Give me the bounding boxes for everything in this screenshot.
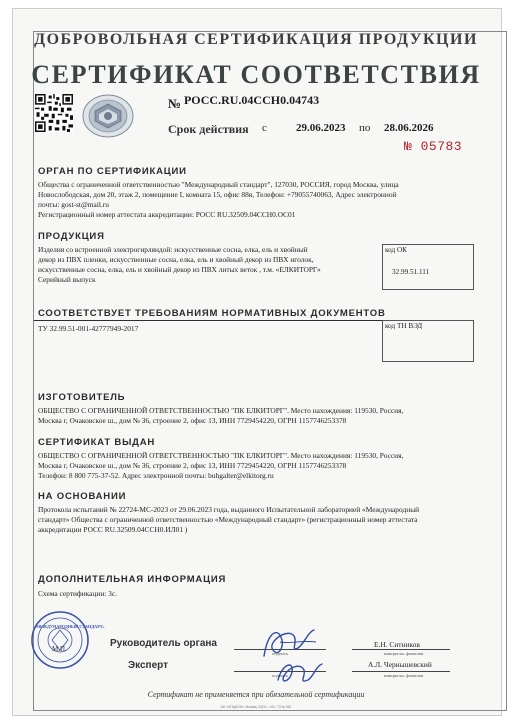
tnved-code-label: код ТН ВЭД	[385, 322, 423, 330]
expert-name: А.Л. Чернышевский	[368, 660, 432, 669]
head-name-line	[352, 649, 450, 650]
certification-body-accreditation: Регистрационный номер аттестата аккредитации: РОСС RU.32509.04ССН0.ОС01	[38, 210, 296, 219]
manufacturer-heading: ИЗГОТОВИТЕЛЬ	[38, 392, 126, 403]
validity-label: Срок действия	[168, 122, 249, 136]
head-signature-caption: подпись	[272, 651, 289, 656]
certification-body-line: Общества с ограниченной ответственностью "Международный стандарт", 127030, РОССИЯ, город Москва, улица	[38, 180, 399, 189]
head-name-caption: инициалы, фамилия	[384, 651, 424, 656]
product-line: искусственные сосна, елка, ель и хвойный декор из ПВХ литых веток , т.м. «ЕЛКИТОРГ»	[38, 265, 321, 274]
validity-from-date: 29.06.2023	[296, 122, 346, 134]
certification-body-heading: ОРГАН ПО СЕРТИФИКАЦИИ	[38, 166, 187, 177]
certification-body-line: почты: gost-st@mail.ru	[38, 200, 109, 209]
qr-code-icon	[35, 94, 73, 132]
validity-from-label: с	[262, 122, 267, 134]
validity-to-date: 28.06.2026	[384, 122, 434, 134]
certification-emblem-icon	[81, 93, 135, 139]
requirements-rule	[34, 320, 382, 321]
manufacturer-line: ОБЩЕСТВО С ОГРАНИЧЕННОЙ ОТВЕТСТВЕННОСТЬЮ "ПК ЕЛКИТОРГ". Место нахождения: 119530, Россия,	[38, 406, 404, 415]
requirements-document: ТУ 32.99.51-001-42777949-2017	[38, 324, 139, 333]
expert-signature	[270, 650, 326, 692]
additional-info-heading: ДОПОЛНИТЕЛЬНАЯ ИНФОРМАЦИЯ	[38, 574, 227, 585]
validity-to-label: по	[359, 122, 371, 134]
expert-role: Эксперт	[128, 660, 169, 671]
stamp-mp-label: М.П.	[52, 645, 67, 653]
serial-number: № 05783	[404, 139, 463, 154]
product-line: декор из ПВХ пленки, искусственные сосна, елка, ель и хвойный декор из ПВХ иголок,	[38, 255, 314, 264]
issued-to-line: ОБЩЕСТВО С ОГРАНИЧЕННОЙ ОТВЕТСТВЕННОСТЬЮ "ПК ЕЛКИТОРГ". Место нахождения: 119530, Россия,	[38, 451, 404, 460]
issued-to-heading: СЕРТИФИКАТ ВЫДАН	[38, 437, 156, 448]
certification-body-line: Новослободская, дом 20, этаж 2, помещение I, комната 15, офис 88я, Телефон: +79055740063, Адрес электронной	[38, 190, 397, 199]
top-title: ДОБРОВОЛЬНАЯ СЕРТИФИКАЦИЯ ПРОДУКЦИИ	[34, 31, 478, 48]
product-line: Серийный выпуск	[38, 275, 96, 284]
basis-line: аккредитации РОСС RU.32509.04ССН0.ИЛ01 )	[38, 525, 188, 534]
head-of-body-role: Руководитель органа	[110, 638, 217, 649]
requirements-heading: СООТВЕТСТВУЕТ ТРЕБОВАНИЯМ НОРМАТИВНЫХ ДОКУМЕНТОВ	[38, 308, 386, 319]
okp-code-value: 32.99.51.111	[392, 268, 430, 276]
registration-number: РОСС.RU.04ССН0.04743	[184, 93, 320, 107]
organization-stamp	[30, 610, 90, 670]
okp-code-label: код ОК	[385, 246, 407, 254]
product-heading: ПРОДУКЦИЯ	[38, 231, 105, 242]
basis-heading: НА ОСНОВАНИИ	[38, 491, 127, 502]
expert-name-line	[352, 671, 450, 672]
basis-line: Протокола испытаний № 22724-МС-2023 от 29.06.2023 года, выданного Испытательной лабораторией «Международный	[38, 505, 420, 514]
expert-signature-caption: подпись	[272, 673, 289, 678]
certificate-title: СЕРТИФИКАТ СООТВЕТСТВИЯ	[31, 60, 481, 89]
footer-note: Сертификат не применяется при обязательной сертификации	[147, 690, 365, 699]
product-line: Изделия со встроенной электрогирляндой: искусственные сосна, елка, ель и хвойный	[38, 245, 308, 254]
basis-line: стандарт» Общества с ограниченной ответственностью «Международный стандарт» (регистрационный номер аттестата	[38, 515, 418, 524]
manufacturer-line: Москва г, Очаковское ш., дом № 36, строение 2, офис 13, ИНН 7729454220, ОГРН 1157746253378	[38, 416, 347, 425]
stamp-label: «МЕЖДУНАРОДНЫЙ СТАНДАРТ»	[34, 624, 105, 629]
print-code: АО «ОПЦИОН», Москва, 2023 г., «Б», Т3 № 952	[220, 705, 292, 709]
head-name: Е.Н. Ситников	[374, 640, 420, 649]
issued-to-line: Москва г, Очаковское ш., дом № 36, строение 2, офис 13, ИНН 7729454220, ОГРН 1157746253378	[38, 461, 347, 470]
certification-scheme: Схема сертификации: 3с.	[38, 589, 118, 598]
expert-name-caption: инициалы, фамилия	[384, 673, 424, 678]
issued-to-line: Телефон: 8 800 775-37-52. Адрес электронной почты: buhgalter@elkitorg.ru	[38, 471, 274, 480]
registration-prefix: №	[168, 96, 182, 111]
